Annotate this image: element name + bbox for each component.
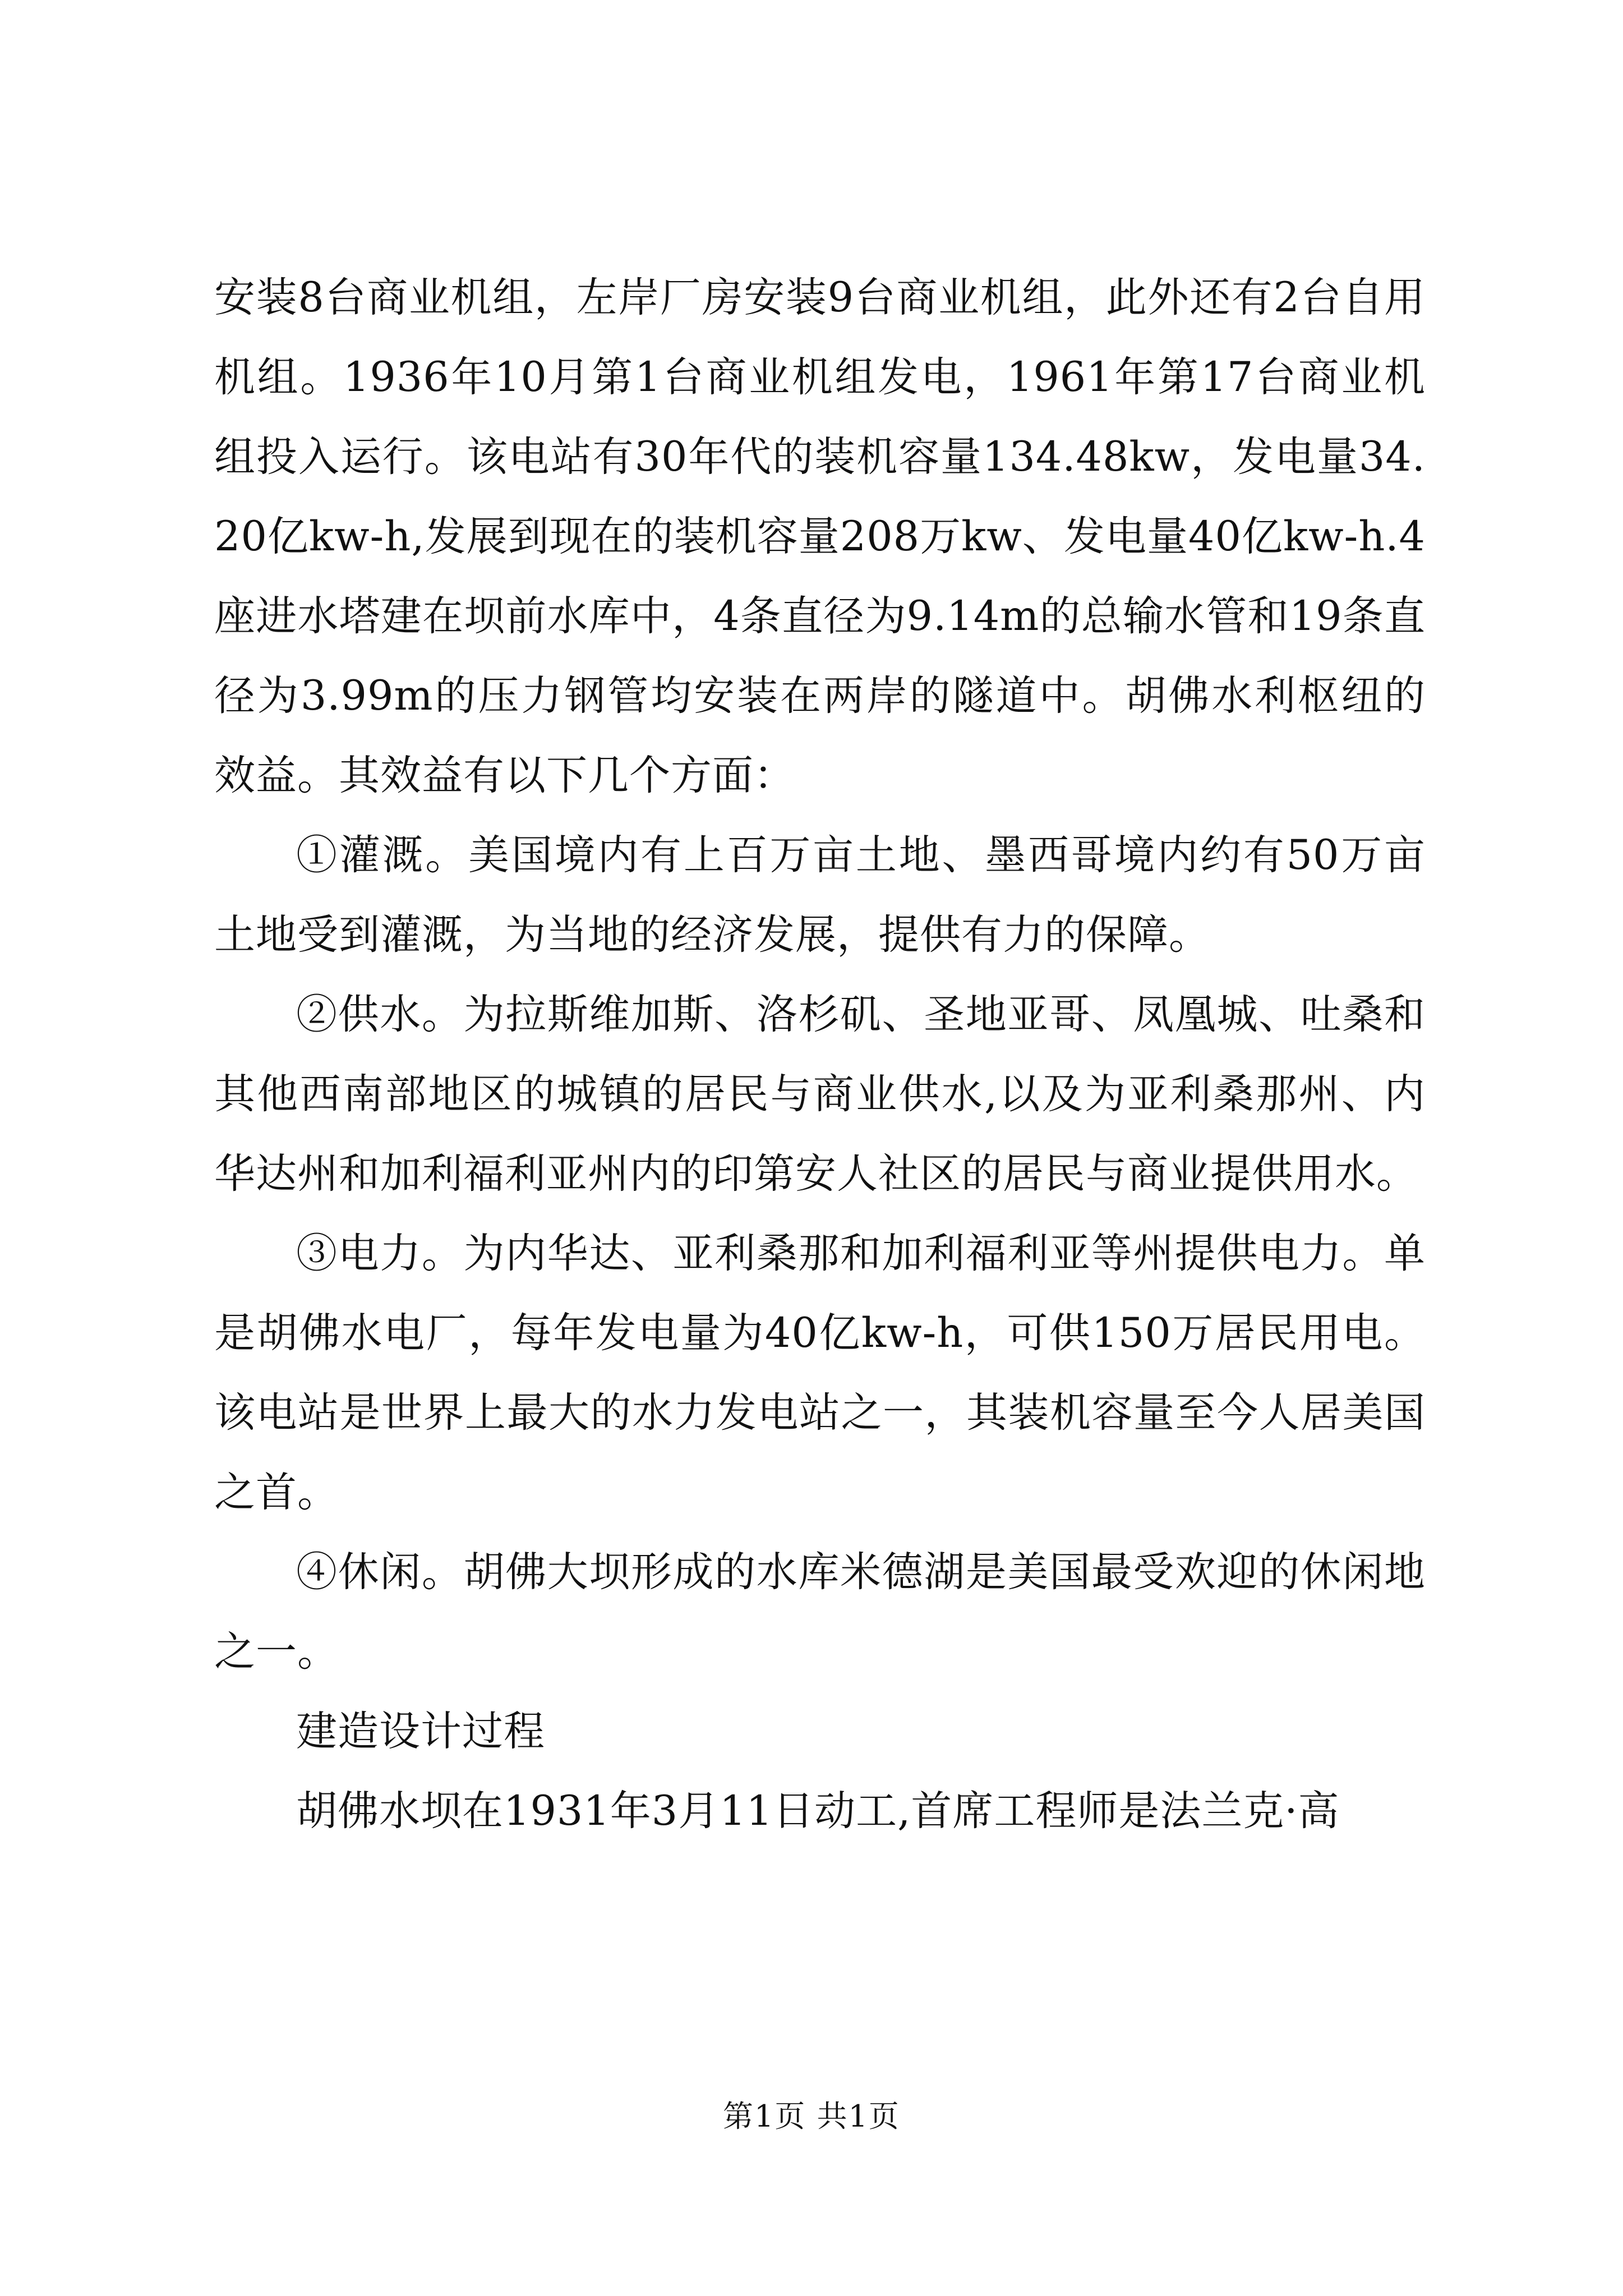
paragraph-intro: 安装8台商业机组，左岸厂房安装9台商业机组，此外还有2台自用机组。1936年10月第1台商业机组发电，1961年第17台商业机组投入运行。该电站有30年代的装机容量134.48kw，发电量34.20亿kw-h,发展到现在的装机容量208万kw、发电量40亿kw-h.4座进水塔建在坝前水库中，4条直径为9.14m的总输水管和19条直径为3.99m的压力钢管均安装在两岸的隧道中。胡佛水利枢纽的效益。其效益有以下几个方面：: [214, 274, 1426, 799]
document-body: [214, 258, 1426, 1851]
section-heading: 建造设计过程: [296, 1708, 545, 1755]
paragraph-water-supply: ②供水。为拉斯维加斯、洛杉矶、圣地亚哥、凤凰城、吐桑和其他西南部地区的城镇的居民与商业供水,以及为亚利桑那州、内华达州和加利福利亚州内的印第安人社区的居民与商业提供用水。: [214, 991, 1426, 1198]
page-footer: 第1页 共1页: [723, 2099, 900, 2134]
paragraph-power: ③电力。为内华达、亚利桑那和加利福利亚等州提供电力。单是胡佛水电厂，每年发电量为40亿kw-h，可供150万居民用电。该电站是世界上最大的水力发电站之一，其装机容量至今人居美国之首。: [214, 1230, 1426, 1516]
paragraph-closing: 胡佛水坝在1931年3月11日动工,首席工程师是法兰克·高: [296, 1787, 1340, 1835]
paragraph-irrigation: ①灌溉。美国境内有上百万亩土地、墨西哥境内约有50万亩土地受到灌溉，为当地的经济发展，提供有力的保障。: [214, 831, 1426, 959]
paragraph-leisure: ④休闲。胡佛大坝形成的水库米德湖是美国最受欢迎的休闲地之一。: [214, 1548, 1426, 1676]
